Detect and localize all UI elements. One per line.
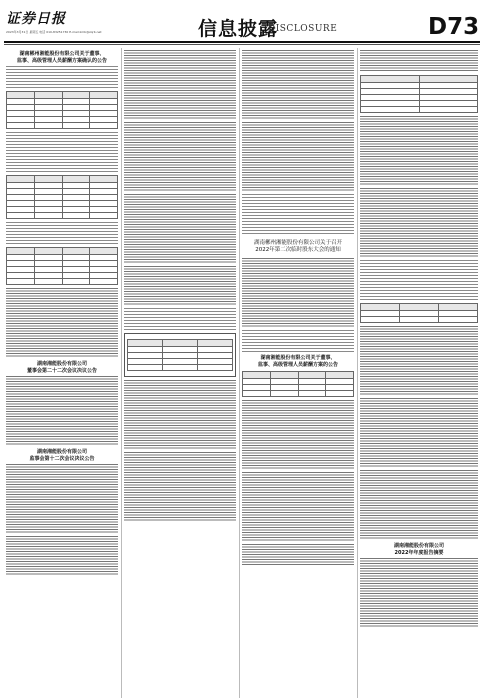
masthead-rule-thin: [4, 44, 480, 45]
data-table: [360, 303, 478, 323]
article-body: [360, 398, 478, 468]
article-body: [242, 50, 354, 120]
article-body: [124, 308, 236, 330]
article-title: 湖南郴州湘能股份有限公司关于召开 2022年第二次临时股东大会的通知: [253, 240, 342, 253]
column-divider: [239, 48, 240, 698]
data-table: [6, 91, 118, 129]
article-body: [242, 330, 354, 352]
column-1: [6, 48, 118, 698]
article-title: 湖南湘能股份有限公司关于董事、 监事、高级管理人员薪酬方案的公告: [257, 355, 338, 368]
article-body: [242, 194, 354, 234]
column-4: [360, 48, 478, 698]
article-body: [124, 380, 236, 450]
article-body: [360, 260, 478, 300]
section-title: 信息披露: [198, 18, 279, 40]
article-body: [6, 132, 118, 172]
article-body: [6, 66, 118, 88]
article-body: [242, 472, 354, 542]
article-title: 湖南郴州湘能股份有限公司关于董事、 监事、高级管理人员薪酬方案确认的公告: [16, 51, 107, 64]
masthead-rule: [4, 41, 480, 43]
masthead: [0, 0, 484, 46]
column-3: [242, 48, 354, 698]
article-body: [6, 376, 118, 446]
data-table: [360, 75, 478, 113]
article-body: [124, 194, 236, 264]
article-body: [6, 222, 118, 244]
article-body: [6, 288, 118, 358]
article-title: 湖南湘能股份有限公司 2022年年度报告摘要: [393, 543, 444, 556]
article-body: [360, 470, 478, 540]
article-title: 湖南湘能股份有限公司 监事会第十二次会议决议公告: [29, 449, 95, 462]
data-table: [242, 371, 354, 397]
article-body: [242, 122, 354, 192]
article-body: [124, 266, 236, 306]
data-table: [127, 339, 233, 371]
article-body: [6, 536, 118, 576]
article-body: [360, 326, 478, 396]
article-body: [242, 400, 354, 470]
article-body: [6, 464, 118, 534]
page-number: D73: [428, 14, 480, 40]
article-body: [242, 258, 354, 328]
section-subtitle: DISCLOSURE: [268, 24, 338, 34]
article-body: [242, 544, 354, 566]
data-table: [6, 175, 118, 219]
masthead-date-line: 2023年3月31日 星期五 电话 010-83251730 E-mail:zmb@zqrb.net: [6, 30, 102, 34]
column-divider: [357, 48, 358, 698]
article-body: [124, 452, 236, 522]
form-box: [124, 333, 236, 377]
article-title: 湖南湘能股份有限公司 董事会第二十二次会议决议公告: [26, 361, 97, 374]
article-body: [360, 50, 478, 72]
data-table: [6, 247, 118, 285]
article-body: [124, 50, 236, 120]
article-body: [360, 116, 478, 186]
column-2: [124, 48, 236, 698]
newspaper-logo: 证券日报: [6, 11, 66, 27]
article-body: [124, 122, 236, 192]
article-body: [360, 558, 478, 628]
column-divider: [121, 48, 122, 698]
article-body: [360, 188, 478, 258]
